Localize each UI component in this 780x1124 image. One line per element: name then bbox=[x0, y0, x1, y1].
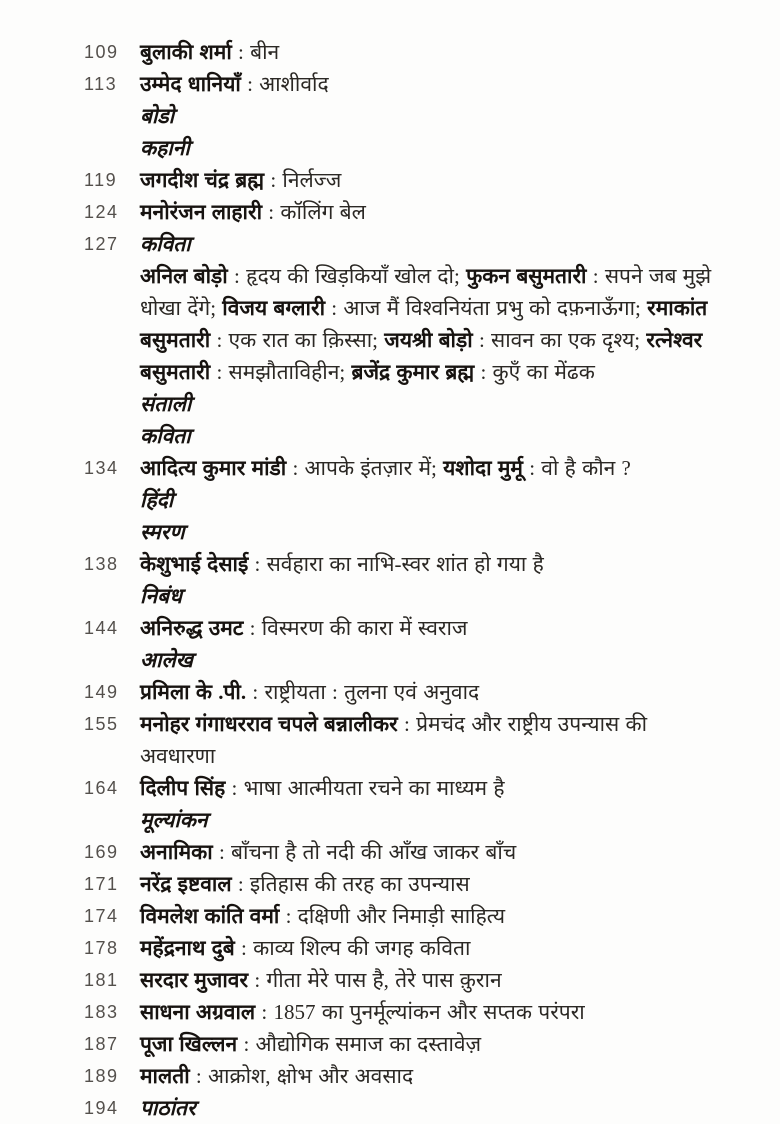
toc-entry-text bbox=[140, 836, 724, 868]
author-name: संताली bbox=[140, 392, 192, 416]
toc-section-row bbox=[84, 644, 724, 676]
work-title: : कुएँ का मेंढक bbox=[474, 360, 595, 384]
work-title: : वो है कौन ? bbox=[522, 456, 631, 480]
author-name: साधना अग्रवाल bbox=[140, 1000, 256, 1024]
work-title: : आपके इंतज़ार में; bbox=[286, 456, 444, 480]
work-title: : काव्य शिल्प की जगह कविता bbox=[234, 936, 471, 960]
work-title: : आशीर्वाद bbox=[240, 72, 329, 96]
page-number: 124 bbox=[84, 202, 119, 222]
work-title: : निर्लज्ज bbox=[264, 168, 342, 192]
toc-entry-row bbox=[84, 196, 724, 228]
page-number: 183 bbox=[84, 1002, 119, 1022]
toc-entry-row bbox=[84, 836, 724, 868]
toc-entry-row bbox=[84, 964, 724, 996]
author-name: अनिरुद्ध उमट bbox=[140, 616, 244, 640]
work-title: : सावन का एक दृश्य; bbox=[472, 328, 647, 352]
author-name: उम्मेद धानियाँ bbox=[140, 72, 241, 96]
author-name: फुकन बसुमतारी bbox=[466, 264, 587, 288]
toc-section-row bbox=[84, 228, 724, 260]
author-name: अनिल बोड़ो bbox=[140, 264, 228, 288]
toc-entry-text bbox=[140, 868, 724, 900]
page-number: 134 bbox=[84, 458, 119, 478]
page-number: 194 bbox=[84, 1098, 119, 1118]
language-section-header bbox=[140, 484, 724, 516]
toc-entry-row bbox=[84, 164, 724, 196]
author-name: अनामिका bbox=[140, 840, 213, 864]
toc-section-row bbox=[84, 580, 724, 612]
author-name: बोडो bbox=[140, 104, 175, 128]
toc-entry-text bbox=[140, 36, 724, 68]
author-name: मूल्यांकन bbox=[140, 808, 208, 832]
page-number: 144 bbox=[84, 618, 119, 638]
work-title: : आक्रोश, क्षोभ और अवसाद bbox=[189, 1064, 414, 1088]
genre-section-header bbox=[140, 420, 724, 452]
toc-entry-text bbox=[140, 900, 724, 932]
author-name: विमलेश कांति वर्मा bbox=[140, 904, 280, 928]
author-name: मनोरंजन लाहारी bbox=[140, 200, 263, 224]
author-name: कहानी bbox=[140, 136, 190, 160]
author-name: नरेंद्र इष्टवाल bbox=[140, 872, 232, 896]
toc-entry-row bbox=[84, 452, 724, 484]
work-title: : दक्षिणी और निमाड़ी साहित्य bbox=[279, 904, 506, 928]
genre-section-header bbox=[140, 228, 724, 260]
toc-entry-text bbox=[140, 68, 724, 100]
toc-section-row bbox=[84, 420, 724, 452]
toc-list bbox=[84, 36, 724, 1124]
author-name: यशोदा मुर्मू bbox=[443, 456, 523, 480]
toc-entry-row bbox=[84, 996, 724, 1028]
page-number: 178 bbox=[84, 938, 119, 958]
author-name: मनोहर गंगाधरराव चपले बन्नालीकर bbox=[140, 712, 398, 736]
work-title: : औद्योगिक समाज का दस्तावेज़ bbox=[237, 1032, 482, 1056]
genre-section-header bbox=[140, 516, 724, 548]
toc-entry-text bbox=[140, 1060, 724, 1092]
toc-entry-text bbox=[140, 548, 724, 580]
author-name: हिंदी bbox=[140, 488, 174, 512]
work-title: : आज मैं विश्वनियंता प्रभु को दफ़नाऊँगा; bbox=[325, 296, 648, 320]
author-name: सरदार मुजावर bbox=[140, 968, 249, 992]
page-number: 181 bbox=[84, 970, 119, 990]
page-number: 174 bbox=[84, 906, 119, 926]
author-name: स्मरण bbox=[140, 520, 185, 544]
toc-section-row bbox=[84, 132, 724, 164]
author-name: दिलीप सिंह bbox=[140, 776, 226, 800]
toc-entry-row bbox=[84, 772, 724, 804]
toc-entry-text bbox=[140, 772, 724, 804]
author-name: जयश्री बोड़ो bbox=[384, 328, 473, 352]
genre-section-header bbox=[140, 580, 724, 612]
author-name: जगदीश चंद्र ब्रह्म bbox=[140, 168, 265, 192]
genre-section-header bbox=[140, 132, 724, 164]
toc-entry-row bbox=[84, 708, 724, 772]
toc-entry-row bbox=[84, 548, 724, 580]
toc-entry-text bbox=[140, 196, 724, 228]
author-name: कविता bbox=[140, 424, 191, 448]
work-title: : इतिहास की तरह का उपन्यास bbox=[231, 872, 470, 896]
toc-entry-text bbox=[140, 260, 724, 388]
work-title: : हृदय की खिड़कियाँ खोल दो; bbox=[227, 264, 467, 288]
page-number: 119 bbox=[84, 170, 118, 190]
toc-entry-row bbox=[84, 868, 724, 900]
toc-entry-text bbox=[140, 452, 724, 484]
page-number: 113 bbox=[84, 74, 118, 94]
work-title: : सर्वहारा का नाभि-स्वर शांत हो गया है bbox=[248, 552, 544, 576]
work-title: : बीन bbox=[231, 40, 280, 64]
work-title: : प्रेमचंद और राष्ट्रीय उपन्यास की अवधारणा bbox=[140, 712, 648, 768]
toc-entry-text bbox=[140, 1028, 724, 1060]
author-name: कविता bbox=[140, 232, 191, 256]
author-name: आलेख bbox=[140, 648, 193, 672]
toc-section-row bbox=[84, 804, 724, 836]
page-number: 149 bbox=[84, 682, 119, 702]
author-name: आदित्य कुमार मांडी bbox=[140, 456, 287, 480]
toc-section-row bbox=[84, 388, 724, 420]
page-number: 169 bbox=[84, 842, 119, 862]
work-title: : कॉलिंग बेल bbox=[262, 200, 366, 224]
work-title: : गीता मेरे पास है, तेरे पास क़ुरान bbox=[248, 968, 502, 992]
toc-entry-row bbox=[84, 612, 724, 644]
work-title: : एक रात का क़िस्सा; bbox=[210, 328, 385, 352]
author-name: प्रमिला के .पी. bbox=[140, 680, 247, 704]
author-name: पूजा खिल्लन bbox=[140, 1032, 238, 1056]
author-name: रत्नेश्वर बसुमतारी bbox=[140, 328, 703, 384]
toc-entry-text bbox=[140, 996, 724, 1028]
genre-section-header bbox=[140, 804, 724, 836]
toc-entry-text bbox=[140, 964, 724, 996]
author-name: रमाकांत बसुमतारी bbox=[140, 296, 708, 352]
toc-entry-row bbox=[84, 900, 724, 932]
toc-entry-text bbox=[140, 164, 724, 196]
language-section-header bbox=[140, 388, 724, 420]
page-number: 155 bbox=[84, 714, 119, 734]
toc-entry-row bbox=[84, 1028, 724, 1060]
author-name: मालती bbox=[140, 1064, 190, 1088]
page-number: 138 bbox=[84, 554, 119, 574]
work-title: : 1857 का पुनर्मूल्यांकन और सप्तक परंपरा bbox=[255, 1000, 585, 1024]
toc-entry-row bbox=[84, 1060, 724, 1092]
toc-entry-row bbox=[84, 676, 724, 708]
work-title: : सपने जब मुझे धोखा देंगे; bbox=[140, 264, 712, 320]
author-name: ब्रजेंद्र कुमार ब्रह्म bbox=[351, 360, 475, 384]
work-title: : समझौताविहीन; bbox=[210, 360, 352, 384]
genre-section-header bbox=[140, 1092, 724, 1124]
author-name: महेंद्रनाथ दुबे bbox=[140, 936, 235, 960]
author-name: विजय बग्लारी bbox=[222, 296, 326, 320]
toc-section-row bbox=[84, 100, 724, 132]
language-section-header bbox=[140, 100, 724, 132]
work-title: : भाषा आत्मीयता रचने का माध्यम है bbox=[225, 776, 505, 800]
toc-section-row bbox=[84, 1092, 724, 1124]
toc-section-row bbox=[84, 516, 724, 548]
genre-section-header bbox=[140, 644, 724, 676]
author-name: पाठांतर bbox=[140, 1096, 196, 1120]
page-number: 127 bbox=[84, 234, 119, 254]
toc-entry-text bbox=[140, 612, 724, 644]
toc-section-row bbox=[84, 484, 724, 516]
page-number: 171 bbox=[84, 874, 119, 894]
page-number: 189 bbox=[84, 1066, 119, 1086]
toc-entry-row bbox=[84, 932, 724, 964]
work-title: : बाँचना है तो नदी की आँख जाकर बाँच bbox=[212, 840, 517, 864]
page-number: 109 bbox=[84, 42, 119, 62]
toc-entry-row bbox=[84, 260, 724, 388]
work-title: : विस्मरण की कारा में स्वराज bbox=[243, 616, 468, 640]
toc-entry-text bbox=[140, 676, 724, 708]
author-name: निबंध bbox=[140, 584, 182, 608]
page-number: 187 bbox=[84, 1034, 119, 1054]
work-title: : राष्ट्रीयता : तुलना एवं अनुवाद bbox=[246, 680, 480, 704]
page-number: 164 bbox=[84, 778, 119, 798]
author-name: बुलाकी शर्मा bbox=[140, 40, 232, 64]
author-name: केशुभाई देसाई bbox=[140, 552, 249, 576]
toc-entry-row bbox=[84, 68, 724, 100]
toc-entry-row bbox=[84, 36, 724, 68]
toc-entry-text bbox=[140, 708, 724, 772]
toc-entry-text bbox=[140, 932, 724, 964]
